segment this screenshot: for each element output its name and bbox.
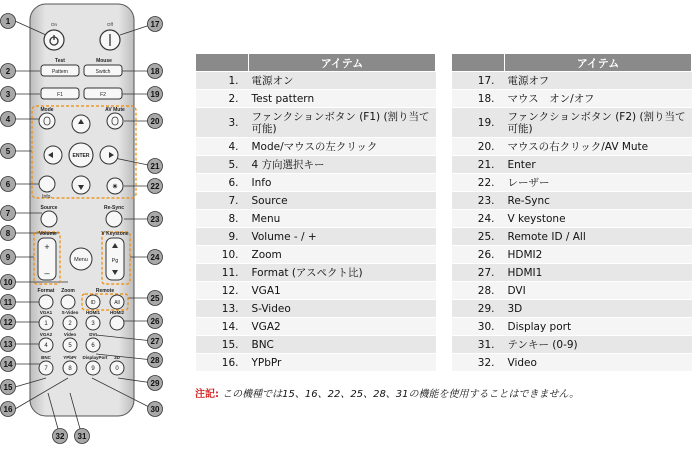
item-name: Test pattern <box>249 90 436 108</box>
note-label: 注記: <box>195 389 219 400</box>
svg-text:Volume: Volume <box>39 231 57 237</box>
svg-text:Info.: Info. <box>42 194 52 200</box>
svg-text:16: 16 <box>3 405 13 414</box>
item-number: 25. <box>452 228 505 246</box>
svg-text:30: 30 <box>150 405 160 414</box>
svg-text:HDMI2: HDMI2 <box>109 310 125 315</box>
item-name: Menu <box>249 210 436 228</box>
svg-text:14: 14 <box>3 360 13 369</box>
table-row <box>196 264 436 282</box>
svg-text:24: 24 <box>150 253 160 262</box>
svg-text:5: 5 <box>5 147 11 156</box>
item-name: マウス オン/オフ <box>505 90 692 108</box>
svg-text:Video: Video <box>63 332 77 337</box>
table-row <box>452 282 692 300</box>
item-name: Format (アスペクト比) <box>249 264 436 282</box>
item-name: 電源オン <box>249 72 436 90</box>
svg-text:12: 12 <box>3 318 13 327</box>
svg-text:Menu: Menu <box>74 257 88 263</box>
svg-text:Source: Source <box>40 205 58 211</box>
item-name: 3D <box>505 300 692 318</box>
svg-text:3: 3 <box>5 90 11 99</box>
svg-text:20: 20 <box>150 117 160 126</box>
table-row <box>196 336 436 354</box>
svg-text:F1: F1 <box>57 92 63 98</box>
svg-text:7: 7 <box>44 366 48 372</box>
svg-text:7: 7 <box>5 209 11 218</box>
item-name: VGA2 <box>249 318 436 336</box>
table-row <box>452 90 692 108</box>
item-number: 22. <box>452 174 505 192</box>
svg-text:ID: ID <box>90 300 96 306</box>
zoom-button[interactable] <box>61 295 75 309</box>
svg-text:1: 1 <box>44 321 48 327</box>
table-row <box>196 156 436 174</box>
svg-text:31: 31 <box>77 432 87 441</box>
item-number: 8. <box>196 210 249 228</box>
item-number: 1. <box>196 72 249 90</box>
svg-text:+: + <box>44 242 50 252</box>
svg-text:VGA1: VGA1 <box>39 310 53 315</box>
item-name: ファンクションボタン (F1) (割り当て可能) <box>249 108 436 138</box>
note-text: この機種では15、16、22、25、28、31の機能を使用することはできません。 <box>222 389 580 400</box>
svg-text:10: 10 <box>3 278 13 287</box>
item-name: マウスの右クリック/AV Mute <box>505 138 692 156</box>
svg-text:15: 15 <box>3 383 13 392</box>
item-name: Zoom <box>249 246 436 264</box>
item-number: 30. <box>452 318 505 336</box>
svg-text:S-Video: S-Video <box>61 310 79 315</box>
svg-text:All: All <box>114 300 120 306</box>
item-number: 28. <box>452 282 505 300</box>
items-table-right <box>451 53 692 372</box>
item-name: VGA1 <box>249 282 436 300</box>
svg-text:21: 21 <box>150 162 160 171</box>
table-row <box>452 354 692 372</box>
table-row <box>196 72 436 90</box>
item-number: 19. <box>452 108 505 138</box>
remote-control-diagram <box>0 0 190 449</box>
svg-text:Format: Format <box>37 288 55 294</box>
item-number: 24. <box>452 210 505 228</box>
item-number: 3. <box>196 108 249 138</box>
svg-text:6: 6 <box>91 343 95 349</box>
mode-button[interactable] <box>39 113 55 129</box>
item-number: 14. <box>196 318 249 336</box>
svg-text:Off: Off <box>107 22 113 27</box>
table-row <box>196 138 436 156</box>
item-name: レーザー <box>505 174 692 192</box>
table-row <box>452 318 692 336</box>
source-button[interactable] <box>41 211 57 227</box>
info-button[interactable] <box>39 176 55 192</box>
item-name: HDMI2 <box>505 246 692 264</box>
svg-text:18: 18 <box>150 67 160 76</box>
svg-text:AV Mute: AV Mute <box>105 107 125 113</box>
item-name: Source <box>249 192 436 210</box>
svg-text:Remote: Remote <box>95 288 115 294</box>
laser-icon: ✷ <box>111 182 119 191</box>
svg-text:22: 22 <box>150 182 160 191</box>
table-row <box>196 282 436 300</box>
item-name: YPbPr <box>249 354 436 372</box>
svg-text:Zoom: Zoom <box>61 288 75 294</box>
item-number: 26. <box>452 246 505 264</box>
item-name: テンキー (0-9) <box>505 336 692 354</box>
svg-text:5: 5 <box>68 343 72 349</box>
table-header: アイテム <box>505 54 692 72</box>
item-name: Info <box>249 174 436 192</box>
item-name: Display port <box>505 318 692 336</box>
svg-text:8: 8 <box>68 366 72 372</box>
item-name: Enter <box>505 156 692 174</box>
table-row <box>196 90 436 108</box>
svg-text:17: 17 <box>150 20 160 29</box>
item-number: 12. <box>196 282 249 300</box>
item-number: 32. <box>452 354 505 372</box>
item-name: Video <box>505 354 692 372</box>
svg-text:3D: 3D <box>114 355 120 360</box>
item-number: 17. <box>452 72 505 90</box>
svg-text:Switch: Switch <box>95 69 111 75</box>
item-number: 6. <box>196 174 249 192</box>
svg-text:Mode: Mode <box>40 107 54 113</box>
table-row <box>196 174 436 192</box>
svg-text:6: 6 <box>5 180 11 189</box>
table-row <box>196 300 436 318</box>
svg-text:V Keystone: V Keystone <box>101 231 129 237</box>
item-number: 15. <box>196 336 249 354</box>
item-name: S-Video <box>249 300 436 318</box>
svg-text:HDMI1: HDMI1 <box>85 310 101 315</box>
svg-text:11: 11 <box>3 298 13 307</box>
table-row <box>452 336 692 354</box>
svg-text:32: 32 <box>55 432 65 441</box>
item-number: 4. <box>196 138 249 156</box>
table-row <box>452 264 692 282</box>
item-number: 31. <box>452 336 505 354</box>
table-row <box>452 246 692 264</box>
item-number: 18. <box>452 90 505 108</box>
svg-text:YPbPr: YPbPr <box>63 355 77 360</box>
item-number: 27. <box>452 264 505 282</box>
item-name: ファンクションボタン (F2) (割り当て可能) <box>505 108 692 138</box>
svg-text:25: 25 <box>150 294 160 303</box>
key-hdmi2[interactable] <box>110 316 124 330</box>
item-number: 10. <box>196 246 249 264</box>
item-name: Volume - / + <box>249 228 436 246</box>
svg-text:26: 26 <box>150 317 160 326</box>
table-row <box>452 138 692 156</box>
item-name: HDMI1 <box>505 264 692 282</box>
svg-text:On: On <box>50 22 58 27</box>
item-name: Re-Sync <box>505 192 692 210</box>
svg-text:8: 8 <box>5 229 11 238</box>
item-number: 7. <box>196 192 249 210</box>
item-name: 4 方向選択キー <box>249 156 436 174</box>
table-row <box>196 210 436 228</box>
table-row <box>196 318 436 336</box>
table-row <box>452 192 692 210</box>
svg-text:Re-Sync: Re-Sync <box>103 205 125 211</box>
svg-text:2: 2 <box>5 67 11 76</box>
table-row <box>196 192 436 210</box>
svg-text:19: 19 <box>150 90 160 99</box>
item-number: 29. <box>452 300 505 318</box>
item-number: 23. <box>452 192 505 210</box>
table-row <box>452 156 692 174</box>
item-number: 2. <box>196 90 249 108</box>
item-name: BNC <box>249 336 436 354</box>
item-name: Remote ID / All <box>505 228 692 246</box>
svg-text:1: 1 <box>5 17 11 26</box>
item-number: 11. <box>196 264 249 282</box>
svg-text:F2: F2 <box>100 92 106 98</box>
svg-text:4: 4 <box>44 343 48 349</box>
format-button[interactable] <box>39 295 53 309</box>
av-mute-button[interactable] <box>107 113 123 129</box>
items-table-left <box>195 53 436 372</box>
note <box>195 385 579 400</box>
svg-text:3: 3 <box>91 321 95 327</box>
svg-text:9: 9 <box>5 253 11 262</box>
item-number: 9. <box>196 228 249 246</box>
table-row <box>452 108 692 138</box>
svg-text:Test: Test <box>55 58 65 64</box>
svg-text:Mouse: Mouse <box>96 58 112 64</box>
item-name: 電源オフ <box>505 72 692 90</box>
table-header: アイテム <box>249 54 436 72</box>
svg-text:9: 9 <box>91 366 95 372</box>
item-number: 16. <box>196 354 249 372</box>
svg-text:23: 23 <box>150 215 160 224</box>
svg-text:0: 0 <box>115 366 119 372</box>
item-name: V keystone <box>505 210 692 228</box>
table-row <box>196 108 436 138</box>
resync-button[interactable] <box>106 211 122 227</box>
svg-text:28: 28 <box>150 356 160 365</box>
svg-text:DisplayPort: DisplayPort <box>82 355 108 360</box>
table-row <box>196 228 436 246</box>
item-name: DVI <box>505 282 692 300</box>
item-number: 21. <box>452 156 505 174</box>
svg-text:27: 27 <box>150 337 160 346</box>
table-row <box>452 228 692 246</box>
item-number: 5. <box>196 156 249 174</box>
table-row <box>196 246 436 264</box>
svg-text:29: 29 <box>150 379 160 388</box>
svg-text:4: 4 <box>5 115 11 124</box>
table-row <box>196 354 436 372</box>
svg-text:Pattern: Pattern <box>51 69 69 75</box>
item-name: Mode/マウスの左クリック <box>249 138 436 156</box>
svg-text:Pg: Pg <box>111 258 119 264</box>
table-row <box>452 210 692 228</box>
svg-text:BNC: BNC <box>41 355 51 360</box>
svg-text:13: 13 <box>3 340 13 349</box>
svg-text:ENTER: ENTER <box>72 153 90 159</box>
item-number: 20. <box>452 138 505 156</box>
svg-text:2: 2 <box>68 321 72 327</box>
svg-text:–: – <box>44 268 50 278</box>
svg-text:DVI: DVI <box>89 332 97 337</box>
svg-text:VGA2: VGA2 <box>39 332 53 337</box>
table-row <box>452 300 692 318</box>
item-number: 13. <box>196 300 249 318</box>
table-row <box>452 72 692 90</box>
table-row <box>452 174 692 192</box>
